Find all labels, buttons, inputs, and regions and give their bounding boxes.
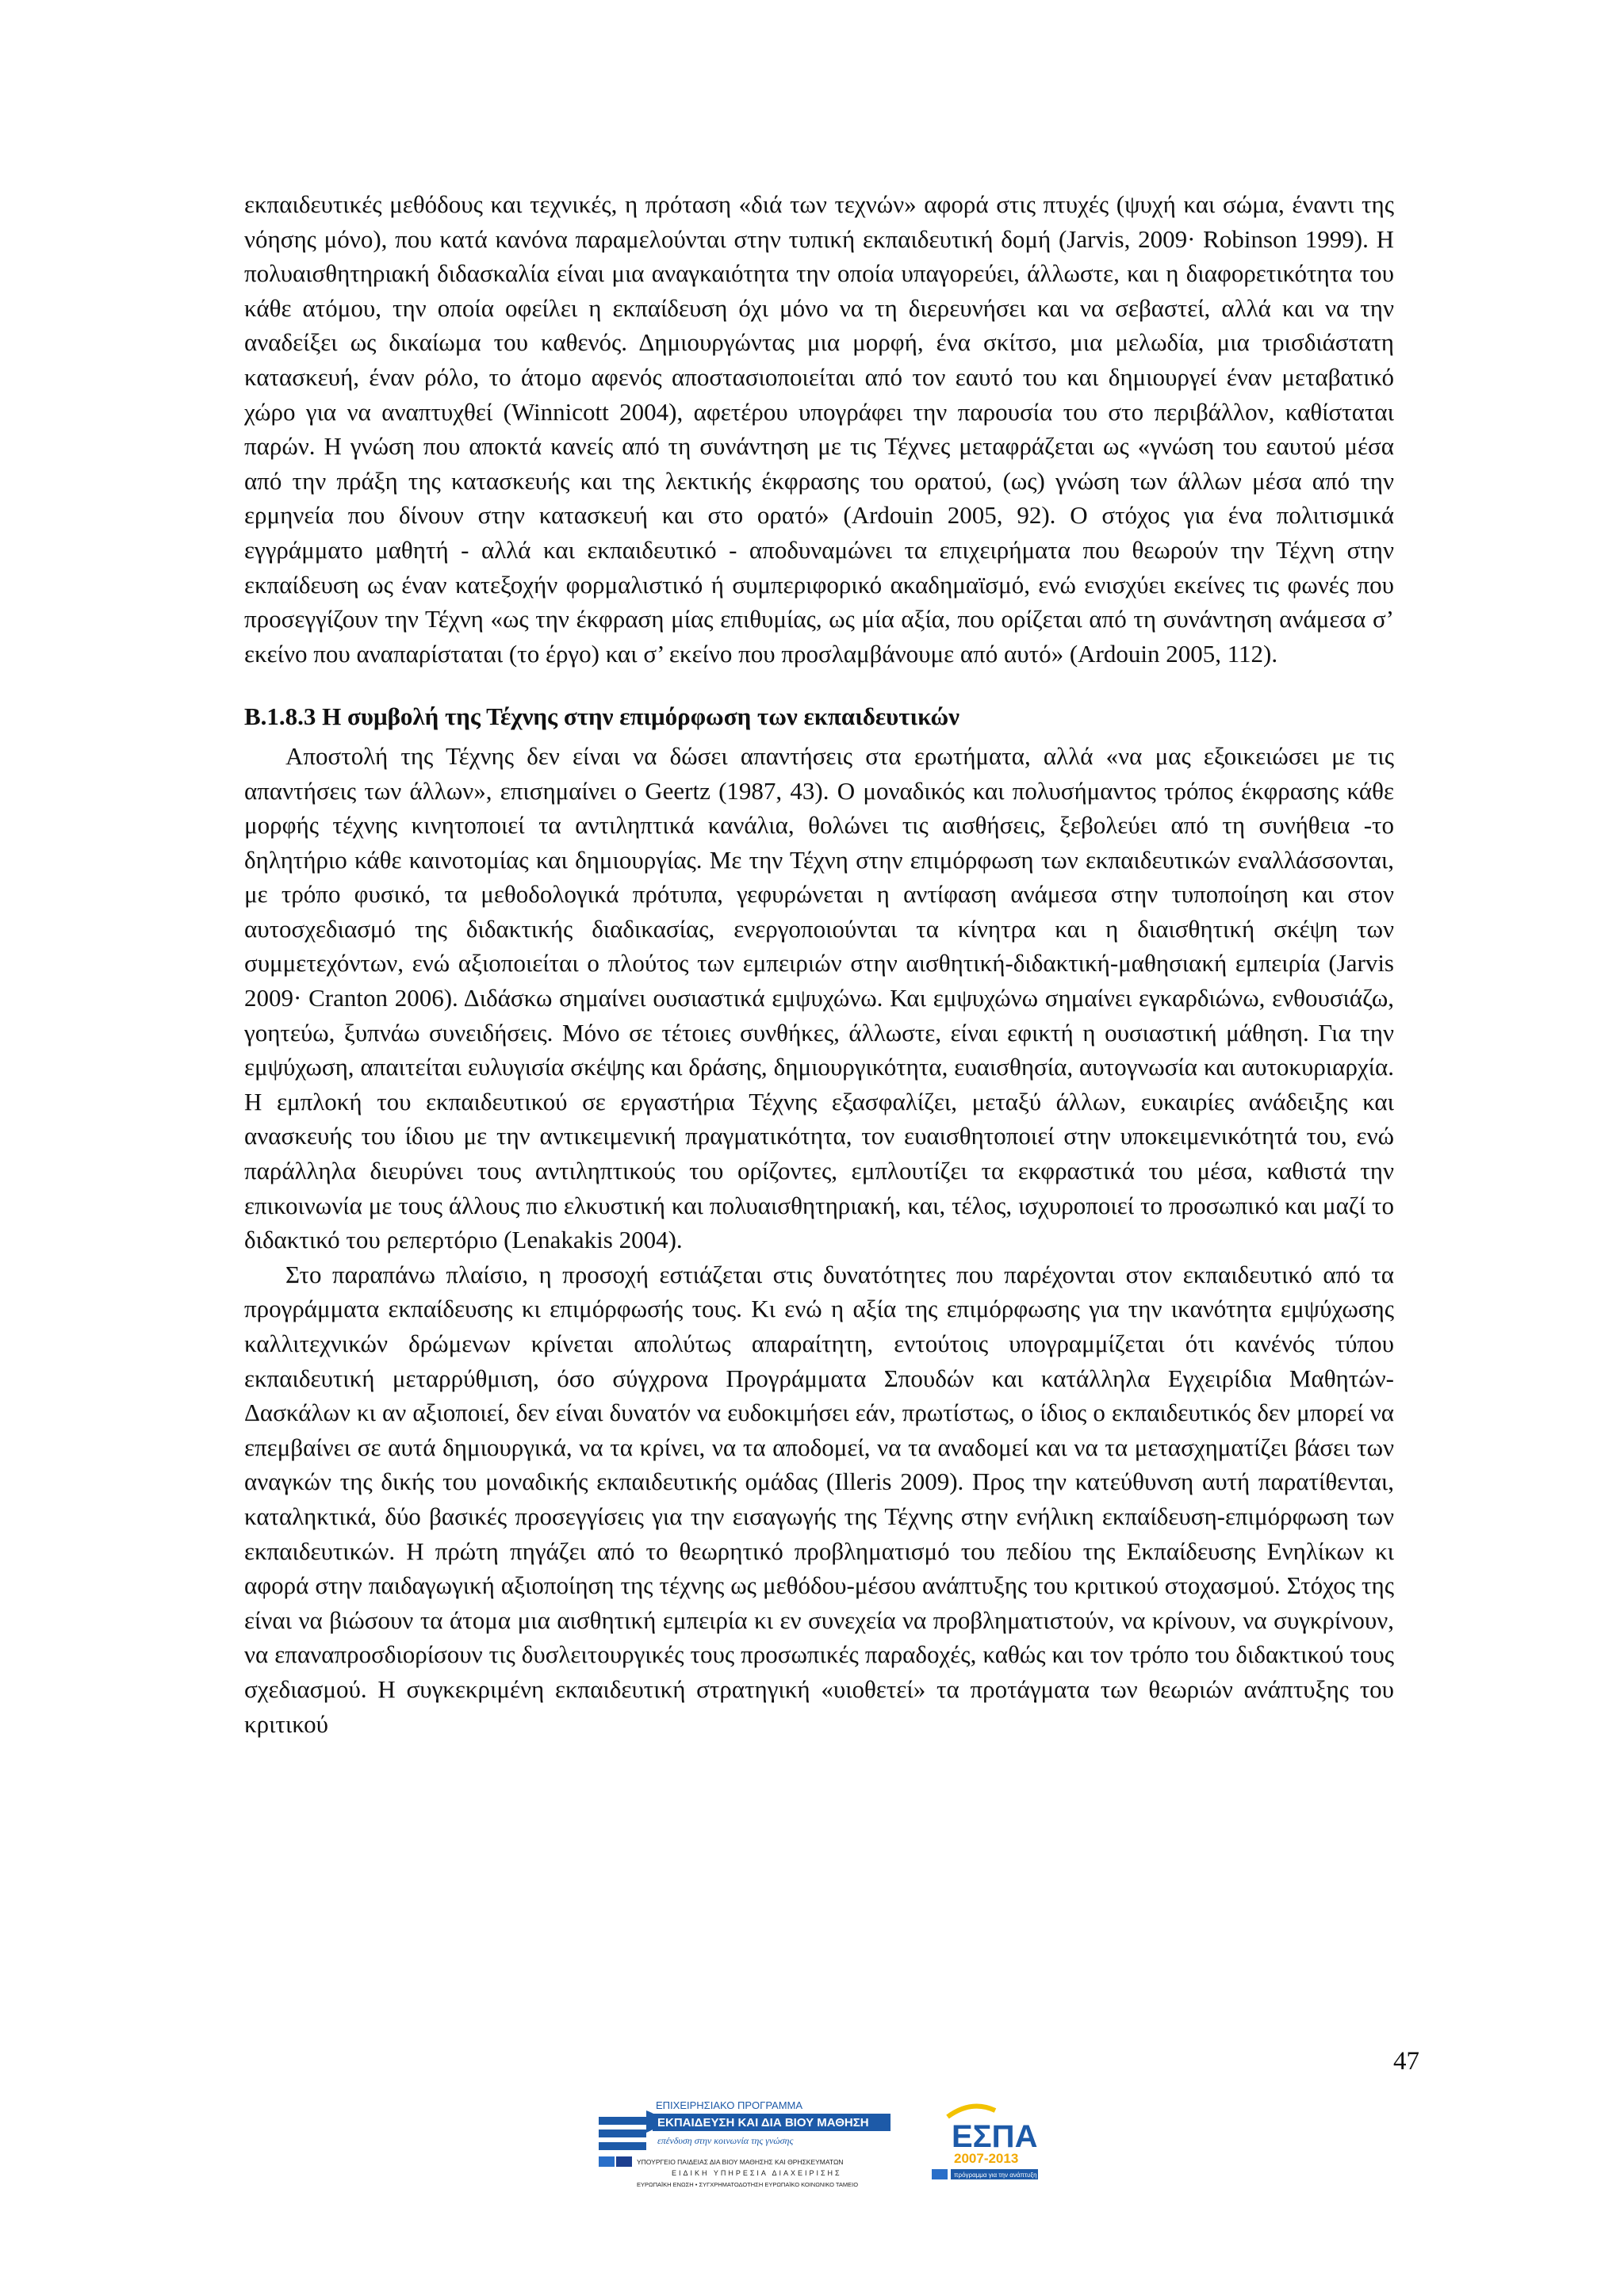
footer-logos: [599, 2093, 1074, 2204]
logo-right-line2: 2007-2013: [954, 2151, 1019, 2166]
espa-logo: [932, 2107, 1038, 2179]
logo-left-line5: ΕΙΔΙΚΗ ΥΠΗΡΕΣΙΑ ΔΙΑΧΕΙΡΙΣΗΣ: [672, 2169, 842, 2177]
logo-left-line3: επένδυση στην κοινωνία της γνώσης: [657, 2135, 794, 2146]
logo-left-line6: ΕΥΡΩΠΑΪΚΗ ΕΝΩΣΗ • ΣΥΓΧΡΗΜΑΤΟΔΟΤΗΣΗ ΕΥΡΩΠΑΪΚΟ ΚΟΙΝΩΝΙΚΟ ΤΑΜΕΙΟ: [637, 2181, 859, 2188]
program-logo: [599, 2099, 891, 2188]
logo-right-line1: ΕΣΠΑ: [952, 2119, 1038, 2154]
section-heading: Β.1.8.3 Η συμβολή της Τέχνης στην επιμόρφωση των εκπαιδευτικών: [244, 702, 959, 731]
paragraph-1: εκπαιδευτικές μεθόδους και τεχνικές, η πρόταση «διά των τεχνών» αφορά στις πτυχές (ψυχή και σώμα, έναντι της νόησης μόνο), που κατά κανόνα παραμελούνται στην τυπική εκπαιδευτική δομή (Jarvis, 2009· Robinson 1999). Η πολυαισθητηριακή διδασκαλία είναι μια αναγκαιότητα την οποία υπαγορεύει, άλλωστε, και η διαφορετικότητα του κάθε ατόμου, την οποία οφείλει η εκπαίδευση όχι μόνο να τη διερευνήσει και να σεβαστεί, αλλά και να την αναδείξει ως δικαίωμα του καθενός. Δημιουργώντας μια μορφή, ένα σκίτσο, μια μελωδία, μια τρισδιάστατη κατασκευή, έναν ρόλο, το άτομο αφενός αποστασιοποιείται από τον εαυτό του και δημιουργεί έναν μεταβατικό χώρο για να αναπτυχθεί (Winnicott 2004), αφετέρου υπογράφει την παρουσία του στο περιβάλλον, καθίσταται παρών. Η γνώση που αποκτά κανείς από τη συνάντηση με τις Τέχνες μεταφράζεται ως «γνώση του εαυτού μέσα από την πράξη της κατασκευής και της λεκτικής έκφρασης του ορατού, (ως) γνώση των άλλων μέσα από την ερμηνεία που δίνουν στην κατασκευή και στο ορατό» (Ardouin 2005, 92). Ο στόχος για ένα πολιτισμικά εγγράμματο μαθητή - αλλά και εκπαιδευτικό - αποδυναμώνει τα επιχειρήματα που θεωρούν την Τέχνη στην εκπαίδευση ως έναν κατεξοχήν φορμαλιστικό ή συμπεριφορικό ακαδημαϊσμό, ενώ ενισχύει εκείνες τις φωνές που προσεγγίζουν την Τέχνη «ως την έκφραση μίας επιθυμίας, ως μία αξία, που ορίζεται από τη συνάντηση ανάμεσα σ’ εκείνο που αναπαρίσταται (το έργο) και σ’ εκείνο που προσλαμβάνουμε από αυτό» (Ardouin 2005, 112).: [244, 190, 1394, 668]
logo-left-line2: ΕΚΠΑΙΔΕΥΣΗ ΚΑΙ ΔΙΑ ΒΙΟΥ ΜΑΘΗΣΗ: [657, 2116, 869, 2130]
logo-left-line4: ΥΠΟΥΡΓΕΙΟ ΠΑΙΔΕΙΑΣ ΔΙΑ ΒΙΟΥ ΜΑΘΗΣΗΣ ΚΑΙ ΘΡΗΣΚΕΥΜΑΤΩΝ: [637, 2158, 844, 2166]
logo-right-line3: πρόγραμμα για την ανάπτυξη: [954, 2172, 1037, 2179]
text-column: [244, 187, 1394, 1741]
paragraph-3: Στο παραπάνω πλαίσιο, η προσοχή εστιάζεται στις δυνατότητες που παρέχονται στον εκπαιδευτικό από τα προγράμματα εκπαίδευσης κι επιμόρφωσής τους. Κι ενώ η αξία της επιμόρφωσης για την ικανότητα εμψύχωσης καλλιτεχνικών δρώμενων κρίνεται απολύτως απαραίτητη, εντούτοις υπογραμμίζεται ότι κανένός τύπου εκπαιδευτική μεταρρύθμιση, όσο σύγχρονα Προγράμματα Σπουδών και κατάλληλα Εγχειρίδια Μαθητών-Δασκάλων κι αν αξιοποιεί, δεν είναι δυνατόν να ευδοκιμήσει εάν, πρωτίστως, ο ίδιος ο εκπαιδευτικός δεν μπορεί να επεμβαίνει σε αυτά δημιουργικά, να τα κρίνει, να τα αποδομεί, να τα αναδομεί και να τα μετασχηματίζει βάσει των αναγκών της δικής του μοναδικής εκπαιδευτικής ομάδας (Illeris 2009). Προς την κατεύθυνση αυτή παρατίθενται, καταληκτικά, δύο βασικές προσεγγίσεις για την εισαγωγής της Τέχνης στην ενήλικη εκπαίδευση-επιμόρφωση των εκπαιδευτικών. Η πρώτη πηγάζει από το θεωρητικό προβληματισμό του πεδίου της Εκπαίδευσης Ενηλίκων κι αφορά στην παιδαγωγική αξιοποίηση της τέχνης ως μεθόδου-μέσου ανάπτυξης του κριτικού στοχασμού. Στόχος της είναι να βιώσουν τα άτομα μια αισθητική εμπειρία κι εν συνεχεία να προβληματιστούν, να κρίνουν, να συγκρίνουν, να επαναπροσδιορίσουν τις δυσλειτουργικές τους προσωπικές παραδοχές, καθώς και τον τρόπο του διδακτικού τους σχεδιασμού. Η συγκεκριμένη εκπαιδευτική στρατηγική «υιοθετεί» τα προτάγματα των θεωριών ανάπτυξης του κριτικού: [244, 1260, 1394, 1738]
page-number: 47: [1393, 2047, 1419, 2076]
espa-logo-graphic: [599, 2093, 1074, 2204]
paragraph-2: Αποστολή της Τέχνης δεν είναι να δώσει απαντήσεις στα ερωτήματα, αλλά «να μας εξοικειώσει με τις απαντήσεις των άλλων», επισημαίνει ο Geertz (1987, 43). Ο μοναδικός και πολυσήμαντος τρόπος έκφρασης κάθε μορφής τέχνης κινητοποιεί τα αντιληπτικά κανάλια, θολώνει τις αισθήσεις, ξεβολεύει από τη συνήθεια -το δηλητήριο κάθε καινοτομίας και δημιουργίας. Με την Τέχνη στην επιμόρφωση των εκπαιδευτικών εναλλάσσονται, με τρόπο φυσικό, τα μεθοδολογικά πρότυπα, γεφυρώνεται η αντίφαση ανάμεσα στην τυποποίηση και στον αυτοσχεδιασμό της διδακτικής διαδικασίας, ενεργοποιούνται τα κίνητρα και η διαισθητική σκέψη των συμμετεχόντων, ενώ αξιοποιείται ο πλούτος των εμπειριών στην αισθητική-διδακτική-μαθησιακή εμπειρία (Jarvis 2009· Cranton 2006). Διδάσκω σημαίνει ουσιαστικά εμψυχώνω. Και εμψυχώνω σημαίνει εγκαρδιώνω, ενθουσιάζω, γοητεύω, ξυπνάω συνειδήσεις. Μόνο σε τέτοιες συνθήκες, άλλωστε, είναι εφικτή η ουσιαστική μάθηση. Για την εμψύχωση, απαιτείται ευλυγισία σκέψης και δράσης, δημιουργικότητα, ευαισθησία, αυτογνωσία και αυτοκυριαρχία. Η εμπλοκή του εκπαιδευτικού σε εργαστήρια Τέχνης εξασφαλίζει, μεταξύ άλλων, ευκαιρίες ανάδειξης και ανασκευής του ίδιου με την αντικειμενική πραγματικότητα, τον ευαισθητοποιεί στην υποκειμενικότητά του, ενώ παράλληλα διευρύνει τους αντιληπτικούς του ορίζοντες, εμπλουτίζει τα εκφραστικά του μέσα, καθιστά την επικοινωνία με τους άλλους πιο ελκυστική και πολυαισθητηριακή, και, τέλος, ισχυροποιεί το προσωπικό και μαζί το διδακτικό του ρεπερτόριο (Lenakakis 2004).: [244, 741, 1394, 1254]
logo-left-line1: ΕΠΙΧΕΙΡΗΣΙΑΚΟ ΠΡΟΓΡΑΜΜΑ: [656, 2099, 803, 2111]
